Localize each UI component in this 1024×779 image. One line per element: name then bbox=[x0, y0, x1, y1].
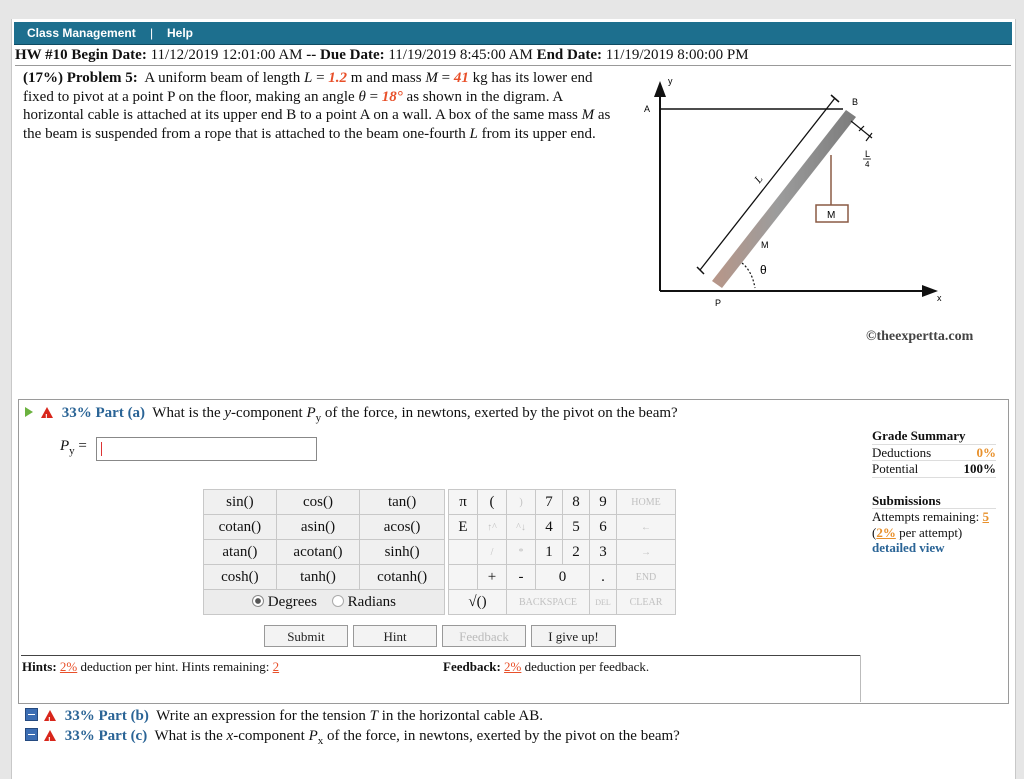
mass-value: 41 bbox=[453, 70, 469, 86]
radians-radio[interactable] bbox=[332, 595, 344, 607]
key-pi[interactable]: π bbox=[449, 490, 478, 515]
part-a-label: Part (a) bbox=[95, 405, 146, 421]
length-label: L bbox=[752, 173, 766, 186]
key-tanh[interactable]: tanh() bbox=[276, 565, 359, 590]
begin-label: Begin Date: bbox=[71, 47, 147, 63]
l-over-4-den: 4 bbox=[865, 160, 870, 169]
eq-3: = bbox=[369, 88, 379, 105]
part-b-heading[interactable] bbox=[25, 707, 543, 725]
part-c-label: Part (c) bbox=[98, 728, 148, 744]
problem-text-2: m and mass bbox=[350, 70, 422, 86]
part-c-q2: -component bbox=[233, 728, 305, 744]
part-a-heading[interactable] bbox=[25, 404, 678, 427]
give-up-button[interactable]: I give up! bbox=[531, 625, 616, 647]
key-cos[interactable]: cos() bbox=[276, 490, 359, 515]
key-asin[interactable]: asin() bbox=[276, 515, 359, 540]
part-c-sub: x bbox=[317, 735, 324, 747]
problem-statement bbox=[23, 69, 623, 143]
key-blank bbox=[449, 540, 478, 565]
due-label: Due Date: bbox=[320, 47, 385, 63]
potential-label: Potential bbox=[872, 461, 919, 476]
key-divide[interactable]: / bbox=[478, 540, 507, 565]
key-6[interactable]: 6 bbox=[590, 515, 617, 540]
key-left-arrow[interactable]: ← bbox=[617, 515, 676, 540]
part-a-q3: of the force, in newtons, exerted by the pivot on the beam? bbox=[324, 405, 678, 421]
feedback-label: Feedback: bbox=[443, 659, 501, 674]
key-minus[interactable]: - bbox=[507, 565, 536, 590]
key-blank-2 bbox=[449, 565, 478, 590]
detailed-view-link[interactable]: detailed view bbox=[872, 540, 945, 555]
part-c-heading[interactable] bbox=[25, 727, 680, 750]
x-axis-arrow bbox=[922, 285, 938, 297]
key-sin[interactable]: sin() bbox=[204, 490, 277, 515]
key-power-up[interactable]: ↑^ bbox=[478, 515, 507, 540]
grade-title: Grade Summary bbox=[872, 428, 996, 445]
key-3[interactable]: 3 bbox=[590, 540, 617, 565]
text-caret bbox=[101, 442, 102, 456]
answer-label-eq: = bbox=[78, 438, 87, 454]
angle-arc bbox=[742, 263, 755, 288]
problem-percent: (17%) bbox=[23, 70, 63, 86]
per-attempt-pct: 2% bbox=[876, 524, 896, 540]
angle-mode-row bbox=[204, 590, 445, 615]
length-symbol-2: L bbox=[469, 125, 478, 142]
part-b-q1: Write an expression for the tension bbox=[156, 708, 366, 724]
theta-label: θ bbox=[760, 263, 767, 277]
key-e[interactable]: E bbox=[449, 515, 478, 540]
warning-icon bbox=[41, 407, 53, 418]
key-atan[interactable]: atan() bbox=[204, 540, 277, 565]
nav-separator: | bbox=[150, 26, 154, 40]
part-a-q2: -component bbox=[231, 405, 303, 421]
key-0[interactable]: 0 bbox=[536, 565, 590, 590]
part-c-p: P bbox=[308, 728, 318, 744]
attempts-row bbox=[872, 509, 996, 525]
class-management-link[interactable]: Class Management bbox=[27, 26, 136, 40]
degrees-radio[interactable] bbox=[252, 595, 264, 607]
part-c-percent: 33% bbox=[64, 728, 95, 744]
key-4[interactable]: 4 bbox=[536, 515, 563, 540]
key-close-paren[interactable]: ) bbox=[507, 490, 536, 515]
key-1[interactable]: 1 bbox=[536, 540, 563, 565]
x-label: x bbox=[937, 293, 942, 303]
degrees-label: Degrees bbox=[267, 593, 317, 610]
hints-text: deduction per hint. Hints remaining: bbox=[80, 659, 270, 674]
feedback-pct: 2% bbox=[504, 659, 522, 674]
attempts-value: 5 bbox=[982, 509, 989, 524]
answer-label-sub: y bbox=[69, 445, 75, 457]
part-a-percent: 33% bbox=[61, 405, 92, 421]
theta-symbol: θ bbox=[358, 88, 366, 105]
key-right-arrow[interactable]: → bbox=[617, 540, 676, 565]
per-attempt-text: per attempt) bbox=[899, 524, 963, 540]
attempts-label: Attempts remaining: bbox=[872, 509, 980, 524]
collapse-icon[interactable] bbox=[25, 728, 38, 741]
hints-remaining: 2 bbox=[272, 659, 280, 674]
answer-label bbox=[60, 438, 87, 457]
radians-label: Radians bbox=[347, 593, 396, 610]
hints-label: Hints: bbox=[22, 659, 57, 674]
key-2[interactable]: 2 bbox=[563, 540, 590, 565]
answer-input[interactable] bbox=[96, 437, 317, 461]
key-acos[interactable]: acos() bbox=[360, 515, 445, 540]
key-cosh[interactable]: cosh() bbox=[204, 565, 277, 590]
key-8[interactable]: 8 bbox=[563, 490, 590, 515]
potential-value: 100% bbox=[963, 461, 996, 476]
hints-pct: 2% bbox=[59, 659, 78, 674]
eq-1: = bbox=[316, 70, 325, 86]
key-7[interactable]: 7 bbox=[536, 490, 563, 515]
angle-value: 18° bbox=[381, 88, 403, 105]
key-multiply[interactable]: * bbox=[507, 540, 536, 565]
deductions-label: Deductions bbox=[872, 444, 932, 460]
per-attempt-open: ( bbox=[872, 524, 877, 540]
y-axis-arrow bbox=[654, 81, 666, 97]
part-a-var: y bbox=[224, 405, 232, 421]
box-m-label: M bbox=[827, 210, 836, 221]
hints-divider bbox=[21, 655, 861, 656]
mass-symbol-2: M bbox=[581, 107, 595, 123]
part-a-P: P bbox=[306, 405, 316, 421]
key-open-paren[interactable]: ( bbox=[478, 490, 507, 515]
key-plus[interactable]: + bbox=[478, 565, 507, 590]
key-sqrt[interactable]: √() bbox=[449, 590, 507, 615]
per-attempt-row bbox=[872, 525, 996, 541]
point-p-label: P bbox=[715, 298, 722, 308]
collapse-icon[interactable] bbox=[25, 708, 38, 721]
begin-value: 11/12/2019 12:01:00 AM bbox=[150, 47, 303, 63]
copyright: ©theexpertta.com bbox=[866, 329, 974, 344]
point-b-label: B bbox=[852, 97, 859, 107]
feedback-button[interactable]: Feedback bbox=[442, 625, 526, 647]
potential-row bbox=[872, 461, 996, 478]
key-cotan[interactable]: cotan() bbox=[204, 515, 277, 540]
key-backspace[interactable]: BACKSPACE bbox=[507, 590, 590, 615]
submit-button[interactable]: Submit bbox=[264, 625, 348, 647]
feedback-info bbox=[443, 659, 649, 675]
warning-icon bbox=[44, 710, 56, 721]
problem-label: Problem 5: bbox=[66, 70, 138, 86]
deductions-value: 0% bbox=[976, 444, 996, 460]
key-del[interactable]: DEL bbox=[590, 590, 617, 615]
l-over-4-num: L bbox=[865, 149, 871, 159]
function-keypad bbox=[203, 489, 445, 615]
key-5[interactable]: 5 bbox=[563, 515, 590, 540]
problem-text-1: A uniform beam of length bbox=[144, 70, 301, 86]
part-a-sub: y bbox=[315, 412, 322, 424]
top-nav-bar bbox=[14, 22, 1012, 45]
hints-info bbox=[22, 659, 279, 675]
key-home[interactable]: HOME bbox=[617, 490, 676, 515]
numeric-keypad bbox=[448, 489, 676, 615]
part-c-x: x bbox=[226, 728, 234, 744]
key-tan[interactable]: tan() bbox=[360, 490, 445, 515]
help-link[interactable]: Help bbox=[167, 26, 194, 40]
feedback-text: deduction per feedback. bbox=[524, 659, 650, 674]
key-clear[interactable]: CLEAR bbox=[617, 590, 676, 615]
warning-icon bbox=[44, 730, 56, 741]
part-a-q1: What is the bbox=[152, 405, 221, 421]
grade-summary bbox=[872, 428, 996, 556]
length-symbol: L bbox=[303, 70, 313, 86]
submissions-title: Submissions bbox=[872, 493, 996, 510]
key-9[interactable]: 9 bbox=[590, 490, 617, 515]
part-c-q1: What is the bbox=[154, 728, 223, 744]
due-value: 11/19/2019 8:45:00 AM bbox=[388, 47, 533, 63]
hw-sep: -- bbox=[306, 47, 317, 63]
right-divider bbox=[860, 655, 861, 702]
hw-title: HW #10 bbox=[15, 47, 68, 63]
hint-button[interactable]: Hint bbox=[353, 625, 437, 647]
end-label: End Date: bbox=[536, 47, 602, 63]
end-value: 11/19/2019 8:00:00 PM bbox=[605, 47, 749, 63]
key-power-down[interactable]: ^↓ bbox=[507, 515, 536, 540]
part-b-label: Part (b) bbox=[98, 708, 149, 724]
expand-arrow-icon[interactable] bbox=[25, 407, 33, 417]
key-acotan[interactable]: acotan() bbox=[276, 540, 359, 565]
key-dot[interactable]: . bbox=[590, 565, 617, 590]
mass-symbol: M bbox=[425, 70, 438, 86]
deductions-row bbox=[872, 445, 996, 462]
key-sinh[interactable]: sinh() bbox=[360, 540, 445, 565]
point-a-label: A bbox=[644, 104, 651, 114]
beam-mass-label: M bbox=[761, 240, 769, 250]
key-cotanh[interactable]: cotanh() bbox=[360, 565, 445, 590]
length-value: 1.2 bbox=[328, 70, 348, 86]
answer-label-p: P bbox=[60, 438, 70, 454]
eq-2: = bbox=[441, 70, 451, 86]
beam-diagram bbox=[630, 75, 950, 315]
part-b-percent: 33% bbox=[64, 708, 95, 724]
beam bbox=[712, 110, 856, 288]
part-b-q2: in the horizontal cable AB. bbox=[381, 708, 543, 724]
problem-text-3: kg has its lower end fixed to pivot at a point P on the floor, making an angle bbox=[23, 70, 593, 105]
key-end[interactable]: END bbox=[617, 565, 676, 590]
part-c-q3: of the force, in newtons, exerted by the pivot on the beam? bbox=[327, 728, 680, 744]
homework-dates bbox=[15, 45, 1011, 66]
problem-text-5: as the beam is suspended from a rope that is attached to the beam one-fourth bbox=[23, 107, 611, 142]
problem-text-4: as shown in the digram. A horizontal cable is attached at its upper end B to a point A on a wall. A box of the same mass bbox=[23, 88, 578, 123]
part-b-t: T bbox=[369, 708, 378, 724]
y-label: y bbox=[668, 76, 673, 86]
problem-text-6: from its upper end. bbox=[481, 125, 596, 142]
